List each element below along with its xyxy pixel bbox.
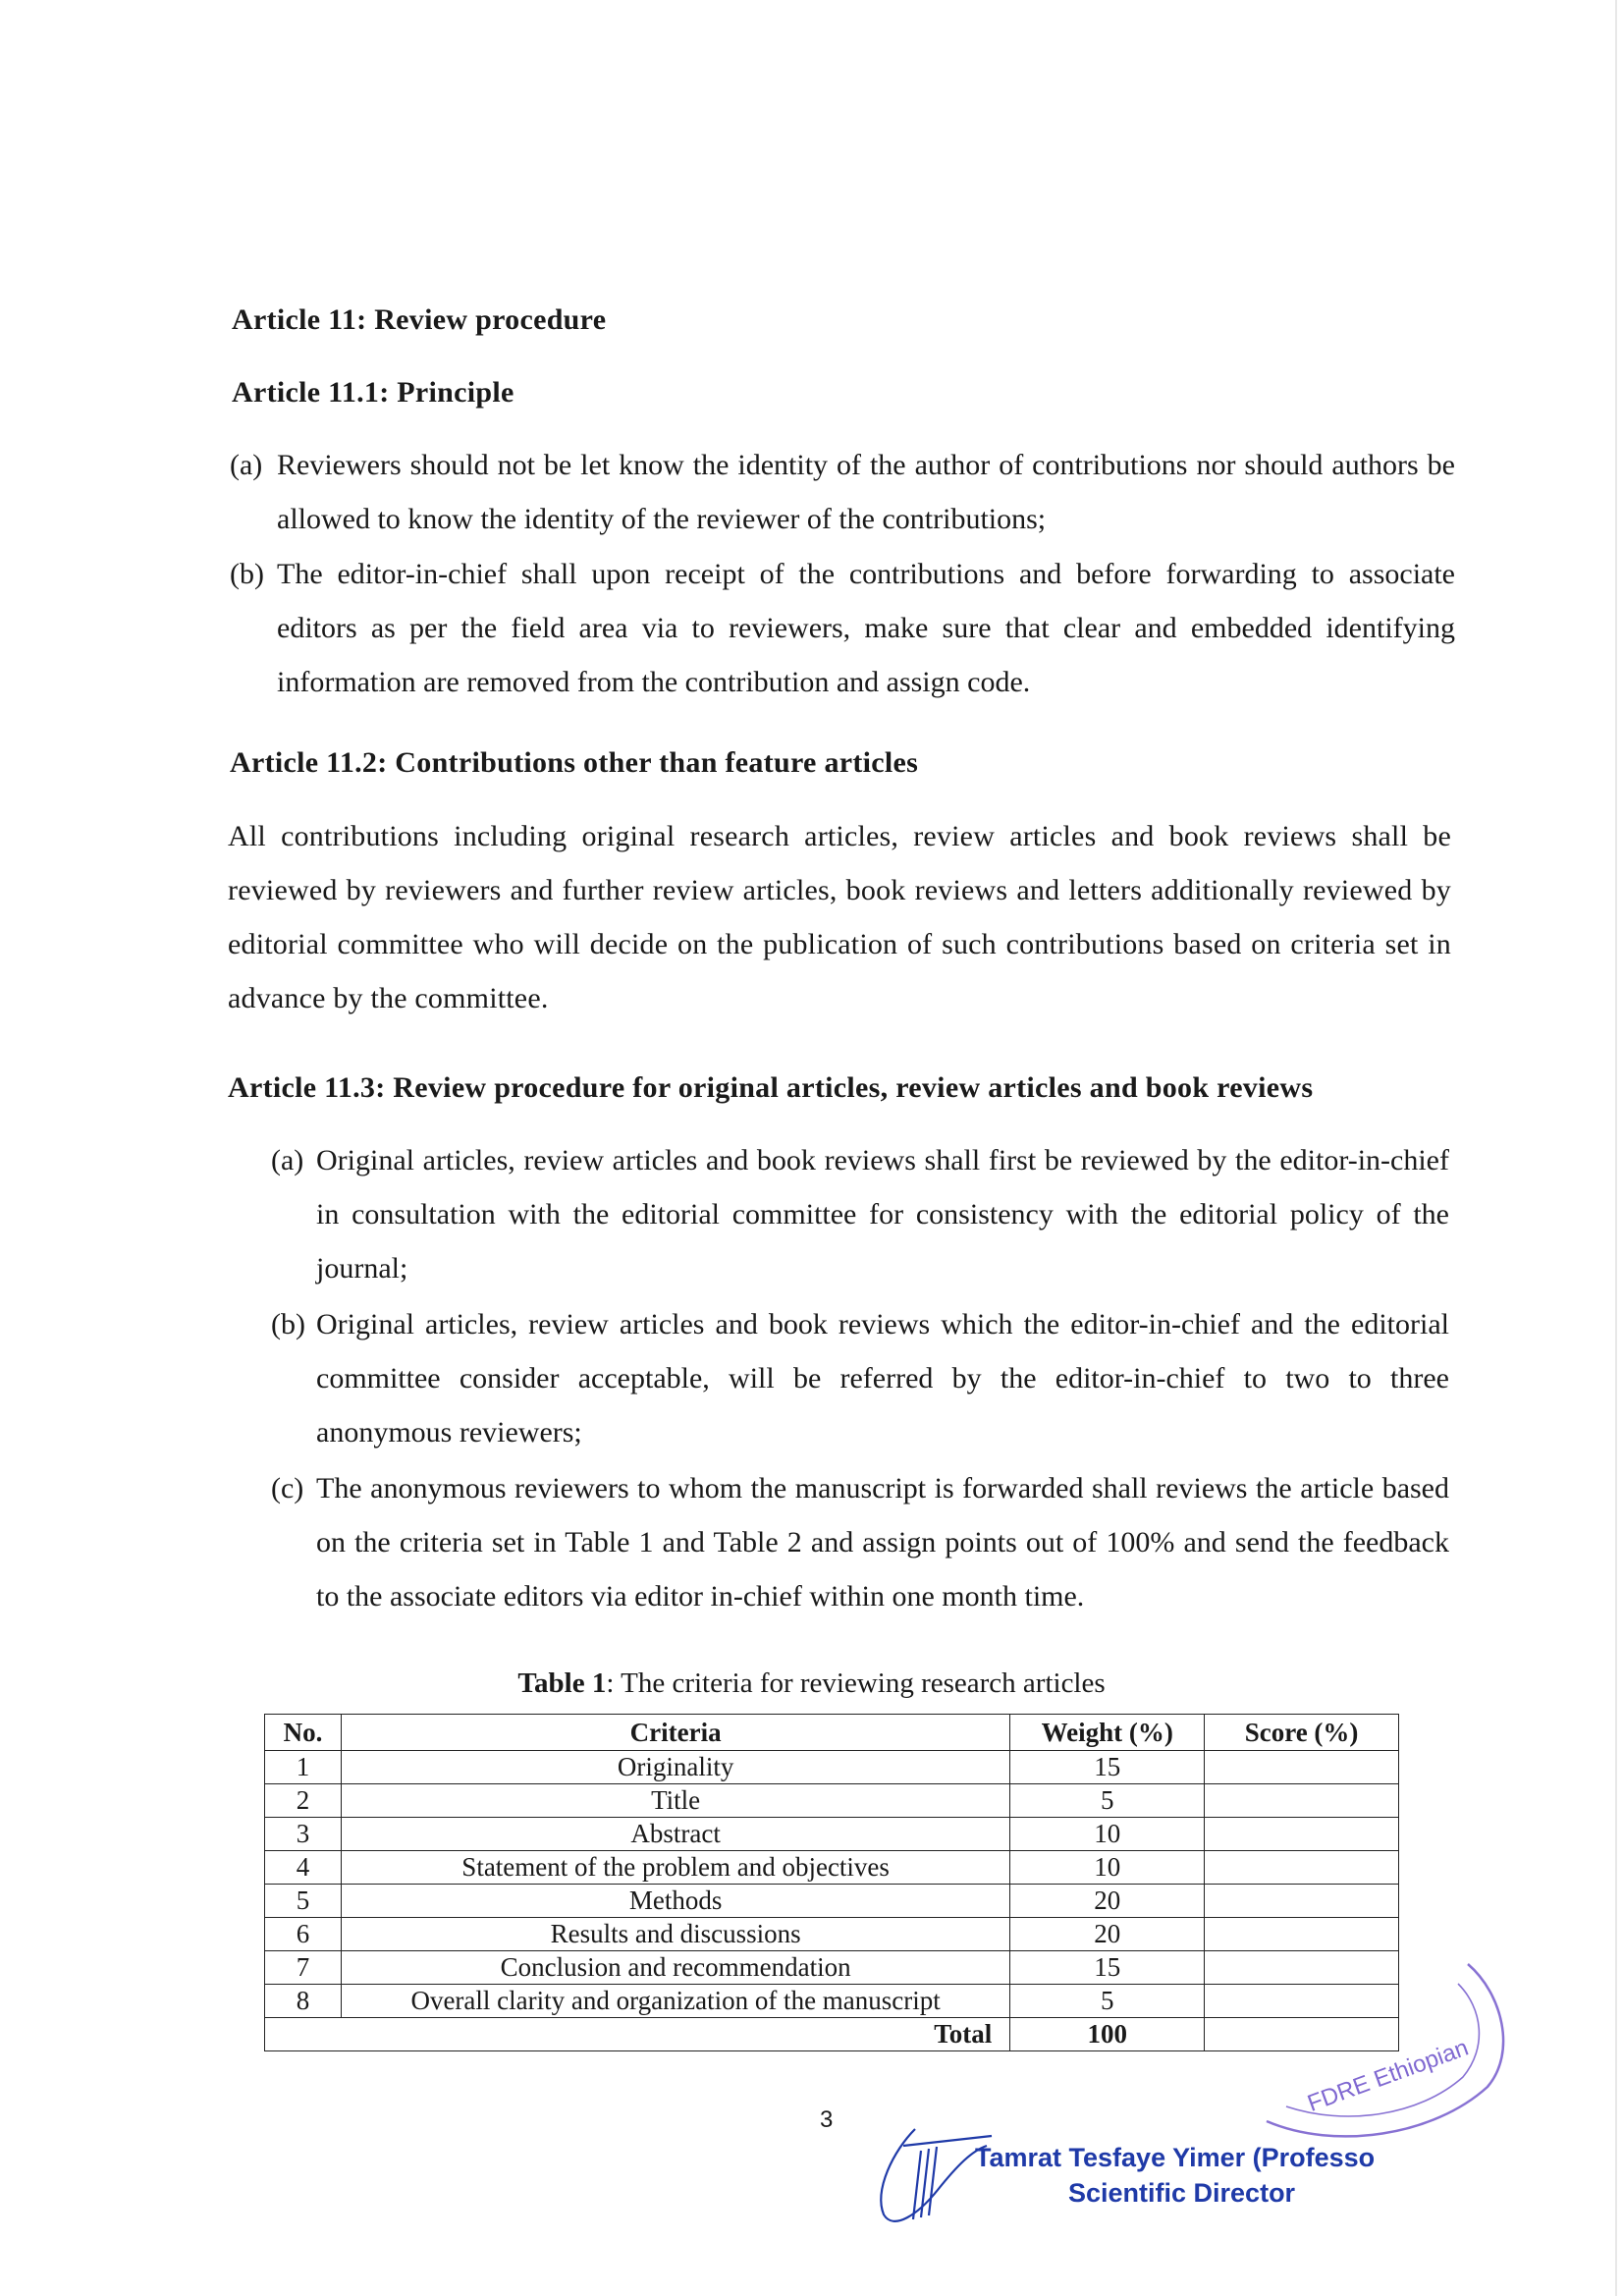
cell-criteria: Title xyxy=(341,1784,1009,1818)
cell-weight: 10 xyxy=(1010,1818,1205,1851)
item-label: (a) xyxy=(230,449,263,481)
cell-criteria: Statement of the problem and objectives xyxy=(341,1851,1009,1885)
cell-score xyxy=(1205,1784,1399,1818)
cell-no: 3 xyxy=(265,1818,342,1851)
table-row xyxy=(265,1818,1399,1851)
table-caption-label: Table 1 xyxy=(517,1667,607,1699)
heading-article-11: Article 11: Review procedure xyxy=(232,303,607,336)
item-text: Original articles, review articles and book reviews which the editor-in-chief and the editorial committee consider acceptable, will be referred by the editor-in-chief to two to three anonymous reviewers; xyxy=(316,1308,1449,1449)
procedure-item-c xyxy=(271,1461,1449,1623)
cell-score xyxy=(1205,1851,1399,1885)
cell-weight: 5 xyxy=(1010,1784,1205,1818)
heading-article-11-2: Article 11.2: Contributions other than feature articles xyxy=(230,746,919,779)
cell-no: 8 xyxy=(265,1985,342,2018)
handwritten-signature-icon xyxy=(864,2121,1001,2234)
table-caption xyxy=(0,1667,1623,1700)
table-row xyxy=(265,1918,1399,1951)
cell-weight: 15 xyxy=(1010,1751,1205,1784)
total-label: Total xyxy=(265,2018,1010,2051)
header-criteria: Criteria xyxy=(341,1715,1009,1751)
header-no: No. xyxy=(265,1715,342,1751)
item-label: (b) xyxy=(271,1308,305,1340)
principle-item-b xyxy=(230,547,1455,709)
principle-item-a xyxy=(230,438,1455,546)
table-caption-text: : The criteria for reviewing research articles xyxy=(606,1667,1106,1699)
heading-article-11-3: Article 11.3: Review procedure for original articles, review articles and book reviews xyxy=(228,1071,1314,1104)
table-row xyxy=(265,1851,1399,1885)
table-row xyxy=(265,1751,1399,1784)
signatory-role: Scientific Director xyxy=(1068,2178,1296,2208)
cell-criteria: Overall clarity and organization of the manuscript xyxy=(341,1985,1009,2018)
criteria-table xyxy=(264,1714,1399,2051)
signatory-name: Tamrat Tesfaye Yimer (Professo xyxy=(975,2143,1376,2172)
cell-criteria: Originality xyxy=(341,1751,1009,1784)
header-weight: Weight (%) xyxy=(1010,1715,1205,1751)
contributions-paragraph: All contributions including original research articles, review articles and book reviews shall be reviewed by reviewers and further review articles, book reviews and letters additionally reviewed by editorial committee who will decide on the publication of such contributions based on criteria set in advance by the committee. xyxy=(228,820,1451,1014)
item-label: (b) xyxy=(230,558,264,590)
cell-weight: 15 xyxy=(1010,1951,1205,1985)
page-edge xyxy=(1615,0,1617,2296)
official-stamp-icon xyxy=(1247,1925,1512,2151)
procedure-item-a xyxy=(271,1133,1449,1295)
table-row xyxy=(265,1885,1399,1918)
item-text: The anonymous reviewers to whom the manuscript is forwarded shall reviews the article based on the criteria set in Table 1 and Table 2 and assign points out of 100% and send the feedback to the associate editors via editor in-chief within one month time. xyxy=(316,1472,1449,1613)
cell-no: 7 xyxy=(265,1951,342,1985)
procedure-item-b xyxy=(271,1297,1449,1459)
cell-no: 2 xyxy=(265,1784,342,1818)
page-number: 3 xyxy=(820,2106,834,2133)
table-row xyxy=(265,1784,1399,1818)
table-header-row xyxy=(265,1715,1399,1751)
cell-score xyxy=(1205,1818,1399,1851)
cell-criteria: Results and discussions xyxy=(341,1918,1009,1951)
cell-weight: 10 xyxy=(1010,1851,1205,1885)
cell-no: 1 xyxy=(265,1751,342,1784)
cell-weight: 20 xyxy=(1010,1885,1205,1918)
item-label: (a) xyxy=(271,1144,304,1176)
cell-score xyxy=(1205,1751,1399,1784)
table-row xyxy=(265,1985,1399,2018)
svg-text:FDRE Ethiopian: FDRE Ethiopian xyxy=(1304,2034,1473,2117)
header-score: Score (%) xyxy=(1205,1715,1399,1751)
cell-no: 5 xyxy=(265,1885,342,1918)
item-text: Original articles, review articles and book reviews shall first be reviewed by the editor-in-chief in consultation with the editorial committee for consistency with the editorial policy of the journal; xyxy=(316,1144,1449,1285)
item-text: Reviewers should not be let know the identity of the author of contributions nor should authors be allowed to know the identity of the reviewer of the contributions; xyxy=(277,449,1455,535)
item-text: The editor-in-chief shall upon receipt of the contributions and before forwarding to associate editors as per the field area via to reviewers, make sure that clear and embedded identifying information are removed from the contribution and assign code. xyxy=(277,558,1455,698)
cell-criteria: Methods xyxy=(341,1885,1009,1918)
table-total-row xyxy=(265,2018,1399,2051)
cell-criteria: Abstract xyxy=(341,1818,1009,1851)
cell-criteria: Conclusion and recommendation xyxy=(341,1951,1009,1985)
cell-weight: 20 xyxy=(1010,1918,1205,1951)
cell-no: 6 xyxy=(265,1918,342,1951)
cell-score xyxy=(1205,1885,1399,1918)
cell-no: 4 xyxy=(265,1851,342,1885)
total-value: 100 xyxy=(1010,2018,1205,2051)
item-label: (c) xyxy=(271,1472,304,1504)
table-row xyxy=(265,1951,1399,1985)
heading-article-11-1: Article 11.1: Principle xyxy=(232,376,514,409)
cell-weight: 5 xyxy=(1010,1985,1205,2018)
